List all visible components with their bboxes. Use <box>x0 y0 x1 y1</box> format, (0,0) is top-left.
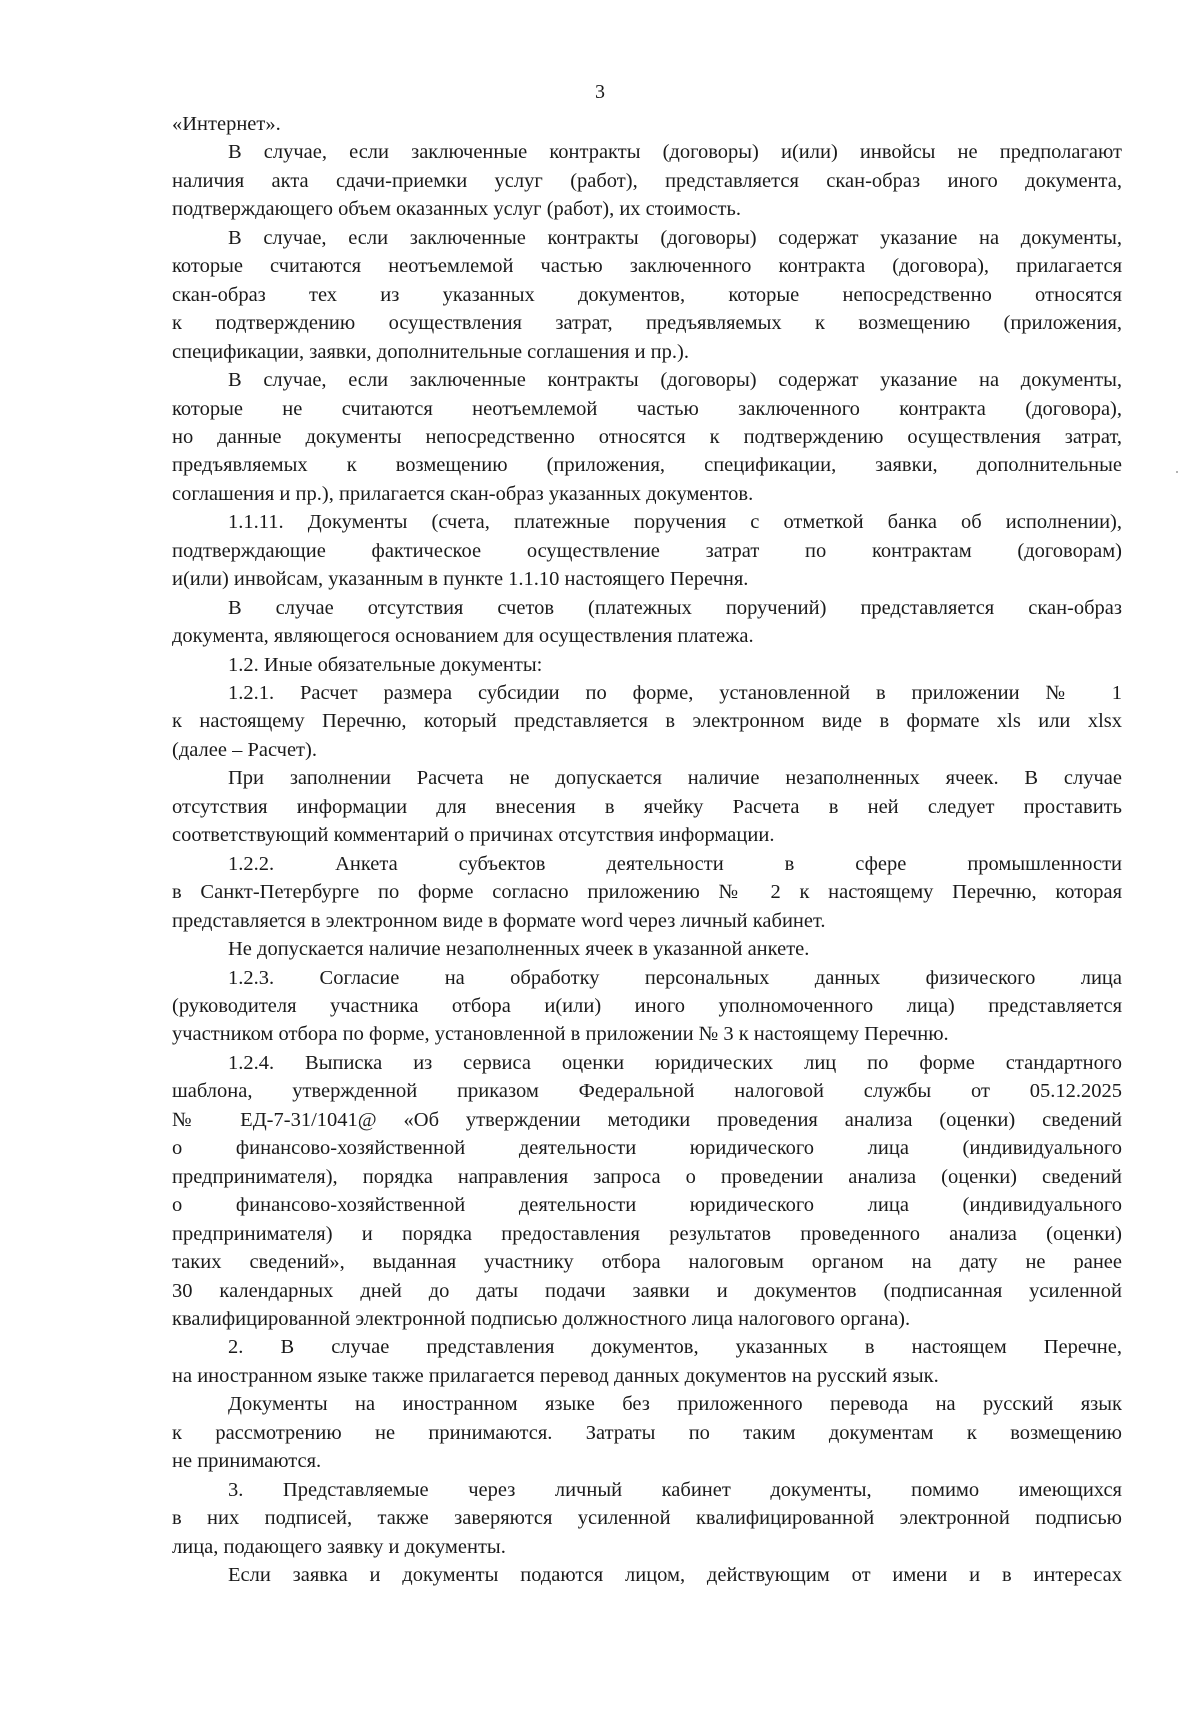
text-line: лица, подающего заявку и документы. <box>172 1535 506 1558</box>
text-line: В случае, если заключенные контракты (договоры) содержат указание на документы, <box>228 226 1122 249</box>
scan-artifact <box>1176 471 1178 473</box>
text-line: 30 календарных дней до даты подачи заявки и документов (подписанная усиленной <box>172 1279 1122 1302</box>
text-line: которые не считаются неотъемлемой частью заключенного контракта (договора), <box>172 397 1122 420</box>
text-line: скан-образ тех из указанных документов, которые непосредственно относятся <box>172 283 1122 306</box>
text-line: 3. Представляемые через личный кабинет документы, помимо имеющихся <box>228 1478 1122 1501</box>
text-line: 1.1.11. Документы (счета, платежные поручения с отметкой банка об исполнении), <box>228 511 1122 534</box>
text-line: таких сведений», выданная участнику отбора налоговым органом на дату не ранее <box>172 1251 1122 1273</box>
text-line: наличия акта сдачи-приемки услуг (работ), представляется скан-образ иного документа, <box>172 169 1122 192</box>
text-line: документа, являющегося основанием для осуществления платежа. <box>172 625 754 648</box>
text-line: Документы на иностранном языке без приложенного перевода на русский язык <box>228 1393 1122 1416</box>
text-line: подтверждающего объем оказанных услуг (работ), их стоимость. <box>172 198 741 221</box>
text-line: предпринимателя), порядка направления запроса о проведении анализа (оценки) сведений <box>172 1165 1122 1188</box>
text-line: не принимаются. <box>172 1450 322 1473</box>
text-line: предпринимателя) и порядка предоставления результатов проведенного анализа (оценки) <box>172 1222 1122 1245</box>
text-line: к подтверждению осуществления затрат, предъявляемых к возмещению (приложения, <box>172 312 1122 335</box>
text-line: к рассмотрению не принимаются. Затраты по таким документам к возмещению <box>172 1421 1122 1444</box>
text-line: Если заявка и документы подаются лицом, действующим от имени и в интересах <box>228 1564 1122 1586</box>
text-line: Не допускается наличие незаполненных ячеек в указанной анкете. <box>228 938 810 960</box>
text-line: № ЕД-7-31/1041@ «Об утверждении методики проведения анализа (оценки) сведений <box>172 1108 1122 1131</box>
text-line: но данные документы непосредственно относятся к подтверждению осуществления затрат, <box>172 425 1122 448</box>
text-line: и(или) инвойсам, указанным в пункте 1.1.10 настоящего Перечня. <box>172 568 749 591</box>
text-line: соответствующий комментарий о причинах отсутствия информации. <box>172 824 775 847</box>
text-line: 1.2.4. Выписка из сервиса оценки юридических лиц по форме стандартного <box>228 1051 1122 1074</box>
text-line: 1.2.1. Расчет размера субсидии по форме, установленной в приложении № 1 <box>228 682 1122 704</box>
text-line: предъявляемых к возмещению (приложения, спецификации, заявки, дополнительные <box>172 454 1122 477</box>
text-line: В случае, если заключенные контракты (договоры) и(или) инвойсы не предполагают <box>228 141 1122 164</box>
text-line: шаблона, утвержденной приказом Федеральной налоговой службы от 05.12.2025 <box>172 1080 1122 1103</box>
text-line: спецификации, заявки, дополнительные соглашения и пр.). <box>172 340 689 363</box>
text-line: соглашения и пр.), прилагается скан-образ указанных документов. <box>172 482 754 505</box>
text-line: (далее – Расчет). <box>172 738 317 761</box>
text-line: (руководителя участника отбора и(или) иного уполномоченного лица) представляется <box>172 994 1122 1017</box>
text-line: 2. В случае представления документов, указанных в настоящем Перечне, <box>228 1336 1122 1359</box>
text-line: участником отбора по форме, установленной в приложении № 3 к настоящему Перечню. <box>172 1023 949 1046</box>
text-line: о финансово-хозяйственной деятельности юридического лица (индивидуального <box>172 1194 1122 1217</box>
text-line: В случае, если заключенные контракты (договоры) содержат указание на документы, <box>228 369 1122 392</box>
text-line: 1.2.3. Согласие на обработку персональных данных физического лица <box>228 966 1122 989</box>
text-line: отсутствия информации для внесения в ячейку Расчета в ней следует проставить <box>172 795 1122 818</box>
text-line: В случае отсутствия счетов (платежных поручений) представляется скан-образ <box>228 596 1122 619</box>
text-line: квалифицированной электронной подписью должностного лица налогового органа). <box>172 1307 911 1330</box>
text-line: «Интернет». <box>172 113 281 135</box>
text-line: в них подписей, также заверяются усиленной квалифицированной электронной подписью <box>172 1507 1122 1529</box>
text-line: которые считаются неотъемлемой частью заключенного контракта (договора), прилагается <box>172 255 1122 278</box>
text-line: 1.2. Иные обязательные документы: <box>228 653 543 676</box>
text-line: При заполнении Расчета не допускается наличие незаполненных ячеек. В случае <box>228 767 1122 790</box>
text-line: в Санкт-Петербурге по форме согласно приложению № 2 к настоящему Перечню, которая <box>172 881 1122 904</box>
page-number: 3 <box>595 81 605 103</box>
text-line: о финансово-хозяйственной деятельности юридического лица (индивидуального <box>172 1137 1122 1160</box>
text-line: на иностранном языке также прилагается перевод данных документов на русский язык. <box>172 1364 939 1387</box>
text-line: представляется в электронном виде в формате word через личный кабинет. <box>172 909 826 932</box>
text-line: к настоящему Перечню, который представляется в электронном виде в формате xls или xlsx <box>172 710 1122 733</box>
text-line: 1.2.2. Анкета субъектов деятельности в сфере промышленности <box>228 852 1122 875</box>
text-line: подтверждающие фактическое осуществление затрат по контрактам (договорам) <box>172 539 1122 562</box>
